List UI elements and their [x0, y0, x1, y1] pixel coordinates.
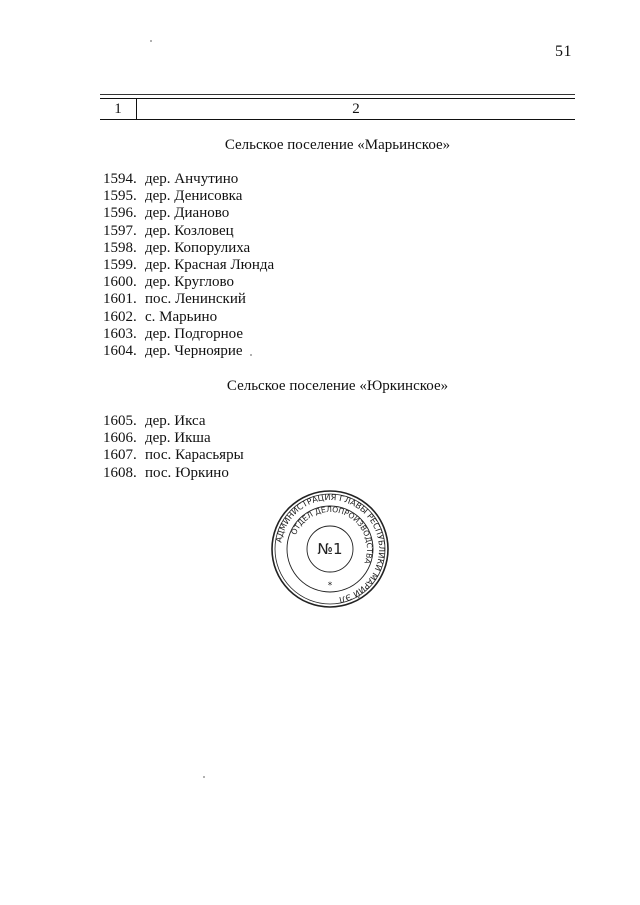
entry-type: дер. [145, 430, 171, 447]
entry-type: пос. [145, 464, 172, 481]
entry-number: 1607. [103, 447, 137, 464]
entry-type: пос. [145, 291, 172, 308]
entry-number: 1597. [103, 222, 137, 239]
list-item [103, 223, 274, 240]
table-header-col-2: 2 [352, 101, 360, 117]
entry-number: 1599. [103, 256, 137, 273]
list-item [103, 240, 274, 257]
entry-type: дер. [145, 325, 171, 342]
stamp-outer-text: АДМИНИСТРАЦИЯ ГЛАВЫ РЕСПУБЛИКИ МАРИЙ ЭЛ [273, 491, 388, 606]
entry-type: дер. [145, 274, 171, 291]
stamp-star: * [327, 581, 333, 591]
entry-type: дер. [145, 342, 171, 359]
entry-name: Денисовка [174, 188, 243, 205]
official-stamp [270, 489, 390, 609]
section-heading-maryinskoye: Сельское поселение «Марьинское» [224, 137, 451, 153]
entry-number: 1601. [103, 291, 137, 308]
list-item [103, 430, 244, 447]
entry-name: Красная Люнда [174, 256, 275, 273]
entry-name: Марьино [159, 308, 218, 325]
list-item [103, 326, 274, 343]
list-item [103, 465, 244, 482]
entry-number: 1596. [103, 205, 137, 222]
entry-name: Анчутино [174, 171, 239, 187]
entry-name: Юркино [175, 464, 229, 481]
page-number: 51 [555, 43, 572, 60]
entry-number: 1602. [103, 308, 137, 325]
scan-speck [150, 40, 152, 42]
entry-type: дер. [145, 239, 171, 256]
entry-number: 1603. [103, 325, 137, 342]
stamp-center-text: №1 [317, 540, 343, 558]
list-item [103, 447, 244, 464]
entry-name: Круглово [174, 274, 234, 291]
entry-type: дер. [145, 256, 171, 273]
table-header [100, 98, 575, 120]
entry-name: Дианово [174, 205, 230, 222]
settlement-list-yurkinskoye [103, 413, 244, 482]
section-heading-yurkinskoye: Сельское поселение «Юркинское» [226, 378, 449, 394]
entry-type: пос. [145, 447, 172, 464]
entry-number: 1598. [103, 239, 137, 256]
entry-type: дер. [145, 171, 171, 187]
entry-type: дер. [145, 413, 171, 429]
header-rule [100, 94, 575, 95]
settlement-list-maryinskoye [103, 171, 274, 360]
list-item [103, 257, 274, 274]
entry-name: Копорулиха [174, 239, 251, 256]
entry-name: Икса [174, 413, 206, 429]
entry-name: Козловец [174, 222, 234, 239]
entry-number: 1608. [103, 464, 137, 481]
stamp-inner-text: ОТДЕЛ ДЕЛОПРОИЗВОДСТВА [289, 504, 375, 566]
list-item [103, 205, 274, 222]
scan-speck [250, 354, 252, 356]
entry-type: дер. [145, 205, 171, 222]
entry-name: Карасьяры [175, 447, 244, 464]
entry-name: Икша [174, 430, 211, 447]
entry-number: 1595. [103, 188, 137, 205]
list-item [103, 274, 274, 291]
list-item [103, 188, 274, 205]
list-item [103, 413, 244, 430]
entry-type: дер. [145, 222, 171, 239]
entry-name: Подгорное [174, 325, 243, 342]
entry-number: 1594. [103, 171, 137, 187]
entry-name: Черноярие [174, 342, 243, 359]
entry-number: 1606. [103, 430, 137, 447]
list-item [103, 171, 274, 188]
scan-speck [203, 776, 205, 778]
list-item [103, 343, 274, 360]
entry-number: 1600. [103, 274, 137, 291]
entry-type: дер. [145, 188, 171, 205]
entry-name: Ленинский [175, 291, 246, 308]
entry-number: 1604. [103, 342, 137, 359]
entry-type: с. [145, 308, 156, 325]
table-header-col-1: 1 [100, 99, 137, 119]
entry-number: 1605. [103, 413, 137, 429]
list-item [103, 309, 274, 326]
list-item [103, 291, 274, 308]
